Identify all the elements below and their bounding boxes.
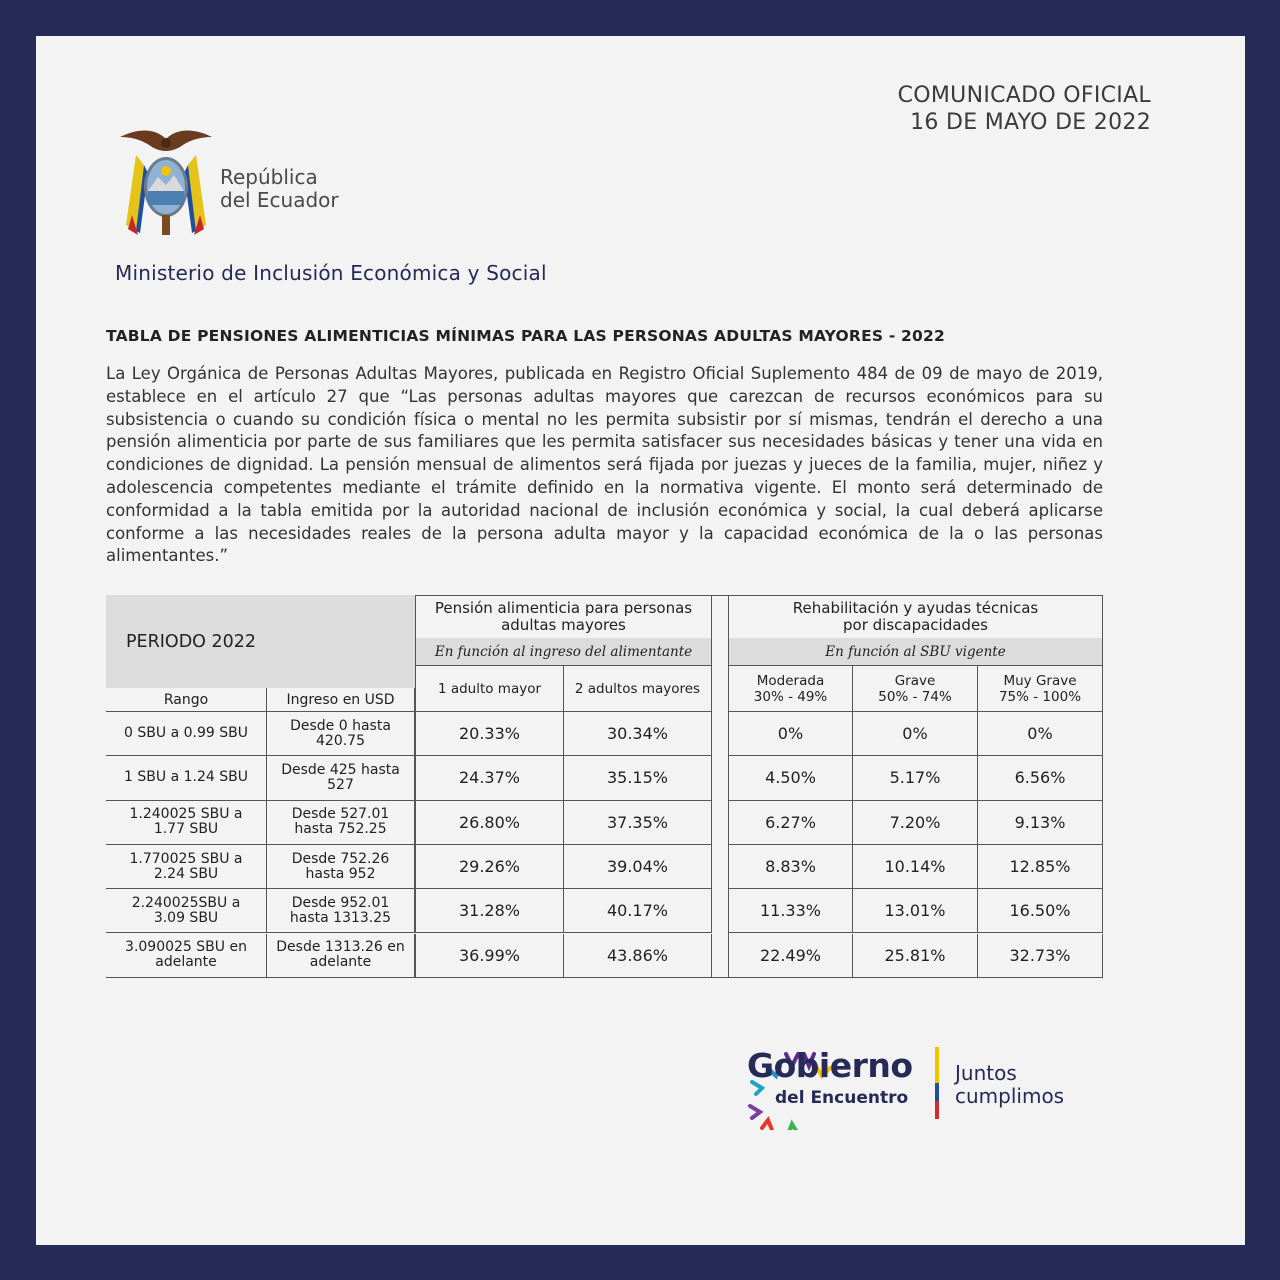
gobierno-word: Gobierno	[747, 1046, 913, 1085]
cell-ingreso-line: 527	[327, 776, 354, 793]
cell-ingreso-line: hasta 752.25	[294, 821, 387, 838]
cell-rango	[106, 889, 267, 933]
ministry-name: Ministerio de Inclusión Económica y Social	[115, 261, 547, 285]
cell-1-adulto: 26.80%	[415, 801, 564, 845]
col-header-muy-grave-pct: 75% - 100%	[998, 688, 1082, 705]
cell-2-adultos: 30.34%	[564, 712, 712, 756]
periodo-cell: PERIODO 2022	[106, 595, 415, 688]
cell-ingreso-line: Desde 752.26	[291, 850, 390, 867]
cell-2-adultos: 40.17%	[564, 889, 712, 933]
cell-muy-grave: 0%	[978, 712, 1103, 756]
group-header-rehab-line1: Rehabilitación y ayudas técnicas	[792, 599, 1039, 617]
col-header-moderada	[729, 665, 853, 712]
group-note-pension: En función al ingreso del alimentante	[415, 638, 712, 665]
cell-rango	[106, 756, 267, 800]
logo-divider	[935, 1047, 939, 1119]
group-header-pension-line2: adultas mayores	[501, 616, 626, 634]
cell-grave: 10.14%	[853, 845, 978, 889]
cell-ingreso	[267, 712, 415, 756]
cell-ingreso-line: adelante	[309, 954, 372, 971]
cell-rango	[106, 934, 267, 978]
cell-rango-line: 1.770025 SBU a	[129, 850, 243, 867]
slogan	[955, 1062, 1064, 1108]
col-header-rango: Rango	[106, 688, 267, 712]
cell-moderada: 22.49%	[729, 934, 853, 978]
cell-muy-grave: 9.13%	[978, 801, 1103, 845]
republic-name	[220, 166, 339, 212]
cell-moderada: 4.50%	[729, 756, 853, 800]
cell-moderada: 8.83%	[729, 845, 853, 889]
group-header-pension	[415, 595, 712, 638]
republic-name-line1: República	[220, 165, 318, 189]
cell-1-adulto: 20.33%	[415, 712, 564, 756]
cell-rango-line: adelante	[155, 954, 217, 971]
pension-table	[106, 595, 1103, 978]
group-note-rehab: En función al SBU vigente	[729, 638, 1103, 665]
group-header-rehab-line2: por discapacidades	[843, 616, 988, 634]
cell-rango-line: 0 SBU a 0.99 SBU	[124, 725, 248, 742]
cell-rango-line: 1.77 SBU	[153, 821, 219, 838]
cell-ingreso	[267, 801, 415, 845]
col-header-ingreso: Ingreso en USD	[267, 688, 415, 712]
coat-of-arms-icon	[118, 125, 214, 241]
comunicado-label: COMUNICADO OFICIAL	[897, 83, 1151, 108]
cell-1-adulto: 29.26%	[415, 845, 564, 889]
cell-grave: 5.17%	[853, 756, 978, 800]
col-header-grave-pct: 50% - 74%	[878, 688, 952, 705]
cell-rango-line: 2.240025SBU a	[131, 894, 241, 911]
cell-ingreso	[267, 889, 415, 933]
cell-moderada: 0%	[729, 712, 853, 756]
cell-moderada: 11.33%	[729, 889, 853, 933]
cell-rango-line: 3.09 SBU	[153, 909, 219, 926]
cell-rango-line: 3.090025 SBU en	[125, 939, 247, 956]
cell-muy-grave: 6.56%	[978, 756, 1103, 800]
cell-rango	[106, 801, 267, 845]
cell-2-adultos: 37.35%	[564, 801, 712, 845]
cell-1-adulto: 36.99%	[415, 934, 564, 978]
cell-moderada: 6.27%	[729, 801, 853, 845]
col-header-moderada-label: Moderada	[756, 672, 825, 689]
cell-grave: 25.81%	[853, 934, 978, 978]
cell-ingreso	[267, 934, 415, 978]
cell-ingreso-line: Desde 1313.26 en	[276, 939, 405, 956]
slogan-line2: cumplimos	[955, 1084, 1065, 1108]
cell-ingreso-line: Desde 0 hasta	[290, 717, 391, 734]
cell-2-adultos: 35.15%	[564, 756, 712, 800]
cell-rango-line: 1 SBU a 1.24 SBU	[124, 769, 248, 786]
cell-grave: 0%	[853, 712, 978, 756]
cell-ingreso-line: 420.75	[316, 732, 365, 749]
cell-muy-grave: 32.73%	[978, 934, 1103, 978]
comunicado-header	[898, 82, 1151, 136]
cell-1-adulto: 31.28%	[415, 889, 564, 933]
comunicado-date: 16 DE MAYO DE 2022	[910, 110, 1151, 135]
cell-rango-line: 1.240025 SBU a	[129, 806, 243, 823]
cell-ingreso-line: hasta 1313.25	[289, 909, 392, 926]
cell-muy-grave: 16.50%	[978, 889, 1103, 933]
cell-ingreso-line: Desde 425 hasta	[281, 761, 400, 778]
cell-rango	[106, 712, 267, 756]
group-header-pension-line1: Pensión alimenticia para personas	[434, 599, 693, 617]
col-header-muy-grave	[978, 665, 1103, 712]
cell-ingreso	[267, 845, 415, 889]
republic-name-line2: del Ecuador	[220, 188, 339, 212]
cell-rango-line: 2.24 SBU	[153, 865, 219, 882]
column-separator	[712, 595, 729, 978]
cell-ingreso-line: hasta 952	[305, 865, 376, 882]
col-header-1-adulto: 1 adulto mayor	[415, 665, 564, 712]
cell-rango	[106, 845, 267, 889]
col-header-muy-grave-label: Muy Grave	[1003, 672, 1077, 689]
cell-grave: 7.20%	[853, 801, 978, 845]
cell-ingreso	[267, 756, 415, 800]
col-header-2-adultos: 2 adultos mayores	[564, 665, 712, 712]
cell-2-adultos: 43.86%	[564, 934, 712, 978]
col-header-grave	[853, 665, 978, 712]
slogan-line1: Juntos	[955, 1061, 1017, 1085]
document-title: TABLA DE PENSIONES ALIMENTICIAS MÍNIMAS PARA LAS PERSONAS ADULTAS MAYORES - 2022	[106, 327, 945, 345]
group-header-rehab	[729, 595, 1103, 638]
cell-grave: 13.01%	[853, 889, 978, 933]
cell-1-adulto: 24.37%	[415, 756, 564, 800]
col-header-moderada-pct: 30% - 49%	[753, 688, 828, 705]
gobierno-sub: del Encuentro	[775, 1088, 909, 1108]
cell-ingreso-line: Desde 527.01	[291, 806, 390, 823]
cell-muy-grave: 12.85%	[978, 845, 1103, 889]
col-header-grave-label: Grave	[894, 672, 936, 689]
cell-ingreso-line: Desde 952.01	[291, 894, 390, 911]
cell-2-adultos: 39.04%	[564, 845, 712, 889]
intro-paragraph: La Ley Orgánica de Personas Adultas Mayores, publicada en Registro Oficial Suplemento 484 de 09 de mayo de 2019, establece en el artículo 27 que “Las personas adultas mayores que carezcan de recursos económicos para su subsistencia o cuando su condición física o mental no les permita subsistir por sí mismas, tendrán el derecho a una pensión alimenticia por parte de sus familiares que les permita satisfacer sus necesidades básicas y tener una vida en condiciones de dignidad. La pensión mensual de alimentos será fijada por juezas y jueces de la familia, mujer, niñez y adolescencia competentes mediante el trámite definido en la normativa vigente. El monto será determinado de conformidad a la tabla emitida por la autoridad nacional de inclusión económica y social, la cual deberá aplicarse conforme a las necesidades reales de la persona adulta mayor y la capacidad económica de la o las personas alimentantes.”	[106, 364, 1103, 566]
